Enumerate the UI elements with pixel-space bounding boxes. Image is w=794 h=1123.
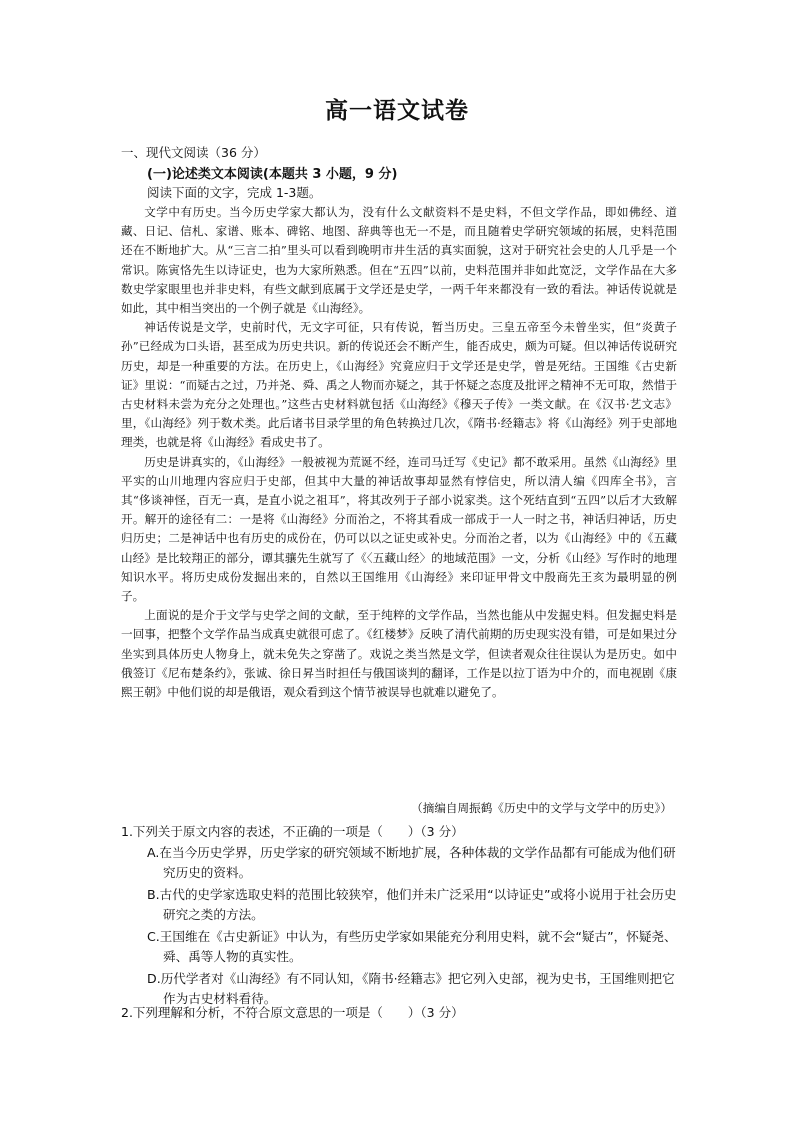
question-1-option-c: C.王国维在《古史新证》中认为，有些历史学家如果能充分利用史料，就不会“疑古”，怀疑尧、舜、禹等人物的真实性。	[147, 929, 677, 964]
subsection-heading: (一)论述类文本阅读(本题共 3 小题，9 分)	[147, 167, 398, 182]
reading-passage	[121, 203, 677, 702]
passage-paragraph-2: 神话传说是文学，史前时代，无文字可征，只有传说，暂当历史。三皇五帝至今未曾坐实，但“炎黄子孙”已经成为口头语，甚至成为历史共识。新的传说还会不断产生，能否成史，颇为可疑。但以神话传说研究历史，却是一种重要的方法。在历史上，《山海经》究竟应归于文学还是史学，曾是死结。王国维《古史新证》里说：“而疑古之过，乃并尧、舜、禹之人物而亦疑之，其于怀疑之态度及批评之精神不无可取，然惜于古史材料未尝为充分之处理也。”这些古史材料就包括《山海经》《穆天子传》一类文献。在《汉书·艺文志》里，《山海经》列于数术类。此后诸书目录学里的角色转换过几次，《隋书·经籍志》将《山海经》列于史部地理类，也就是将《山海经》看成史书了。	[121, 320, 677, 450]
question-1-option-d: D.历代学者对《山海经》有不同认知，《隋书·经籍志》把它列入史部，视为史书，王国维则把它作为古史材料看待。	[147, 971, 675, 1006]
section-heading: 一、现代文阅读（36 分）	[121, 145, 266, 160]
page-title: 高一语文试卷	[325, 98, 469, 124]
question-1-options	[147, 843, 677, 1011]
passage-paragraph-3: 历史是讲真实的，《山海经》一般被视为荒诞不经，连司马迁写《史记》都不敢采用。虽然《山海经》里平实的山川地理内容应归于史部，但其中大量的神话故事却显然有悖信史，所以清人编《四库全书》，言其“侈谈神怪，百无一真，是直小说之祖耳”，将其改列于子部小说家类。这个死结直到“五四”以后才大致解开。解开的途径有二：一是将《山海经》分而治之，不将其看成一部成于一人一时之书，神话归神话，历史归历史；二是神话中也有历史的成份在，仍可以以之证史或补史。分而治之者，以为《山海经》中的《五藏山经》是比较翔正的部分，谭其骧先生就写了《〈五藏山经〉的地域范围》一文，分析《山经》写作时的地理知识水平。将历史成份发掘出来的，自然以王国维用《山海经》来印证甲骨文中殷商先王亥为最明显的例子。	[121, 454, 677, 604]
question-1-option-a: A.在当今历史学界，历史学家的研究领域不断地扩展，各种体裁的文学作品都有可能成为他们研究历史的资料。	[147, 845, 676, 880]
question-2-stem: 2.下列理解和分析，不符合原文意思的一项是（ ）（3 分）	[121, 1005, 464, 1020]
question-1-option-b: B.古代的史学家选取史料的范围比较狭窄，他们并未广泛采用“以诗证史”或将小说用于社会历史研究之类的方法。	[147, 887, 677, 922]
question-1-stem: 1.下列关于原文内容的表述，不正确的一项是（ ）（3 分）	[121, 824, 464, 839]
passage-paragraph-1: 文学中有历史。当今历史学家大都认为，没有什么文献资料不是史料，不但文学作品，即如佛经、道藏、日记、信札、家谱、账本、碑铭、地图、辞典等也无一不是，而且随着史学研究领域的拓展，史料范围还在不断地扩大。从“三言二拍”里头可以看到晚明市井生活的真实面貌，这对于研究社会史的人几乎是一个常识。陈寅恪先生以诗证史，也为大家所熟悉。但在“五四”以前，史料范围并非如此宽泛，文学作品在大多数史学家眼里也并非史料，有些文献到底属于文学还是史学，一两千年来都没有一致的看法。神话传说就是如此，其中相当突出的一个例子就是《山海经》。	[121, 205, 677, 316]
reading-instruction: 阅读下面的文字，完成 1-3题。	[147, 185, 322, 200]
passage-source: （摘编自周振鹤《历史中的文学与文学中的历史》）	[411, 801, 672, 815]
passage-paragraph-4: 上面说的是介于文学与史学之间的文献，至于纯粹的文学作品，当然也能从中发掘史料。但发掘史料是一回事，把整个文学作品当成真史就很可虑了。《红楼梦》反映了清代前期的历史现实没有错，可是如果过分坐实到具体历史人物身上，就未免失之穿凿了。戏说之类当然是文学，但读者观众往往误认为是历史。如中俄签订《尼布楚条约》，张诚、徐日昇当时担任与俄国谈判的翻译，工作是以拉丁语为中介的，而电视剧《康熙王朝》中他们说的却是俄语，观众看到这个情节被误导也就难以避免了。	[121, 608, 677, 700]
